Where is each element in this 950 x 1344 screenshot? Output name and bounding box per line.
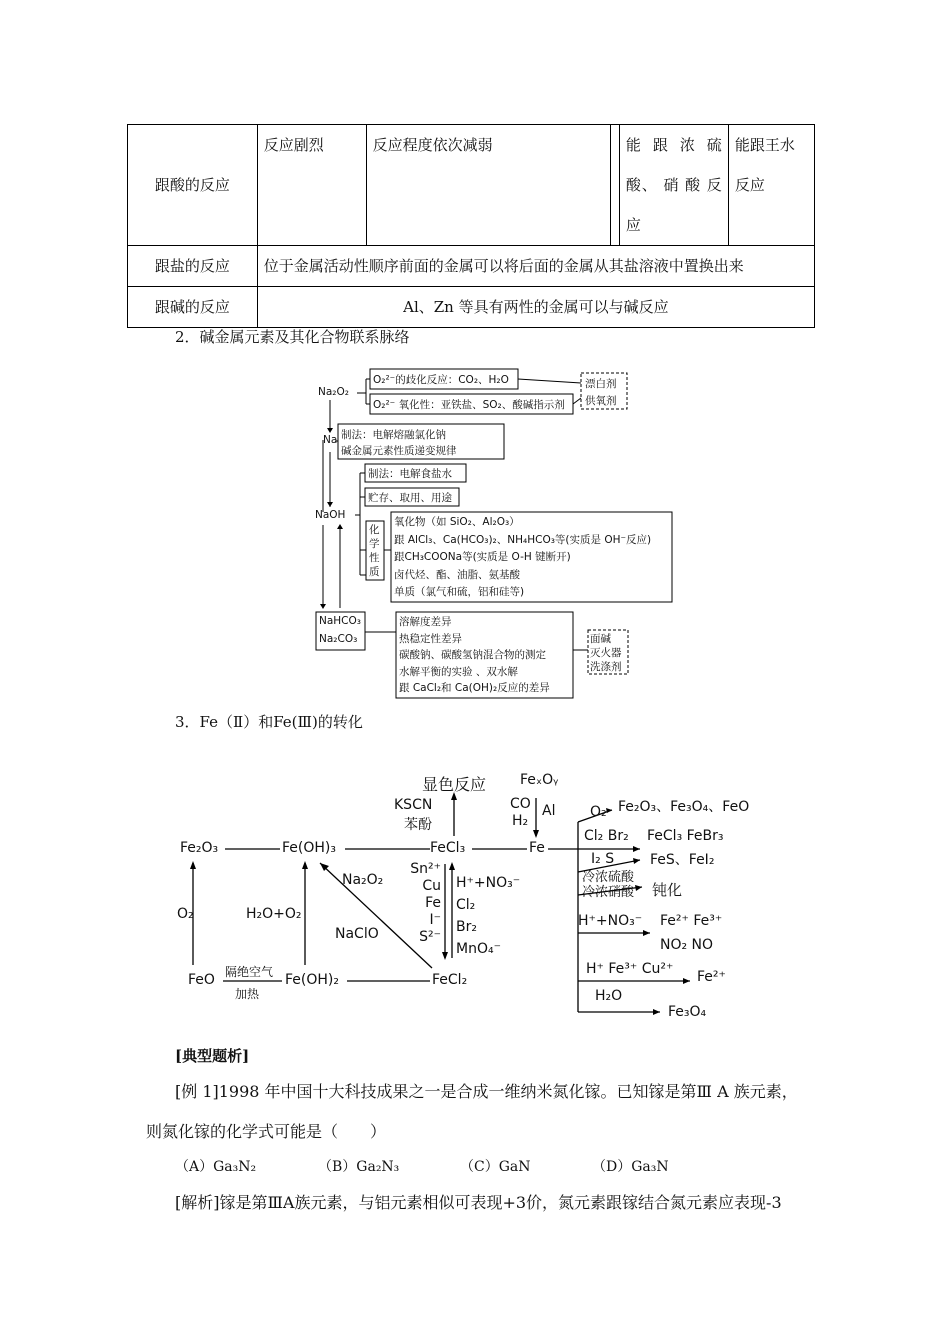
option-c: （C）GaN: [460, 1159, 531, 1175]
label-heat: 加热: [235, 987, 260, 1001]
naoh-storage: 贮存、取用、用途: [368, 492, 452, 504]
node-naoh: NaOH: [315, 509, 346, 521]
row-base-label: 跟碱的反应: [128, 287, 258, 328]
row-acid-c4: 能 跟 浓 硫 酸、 硝 酸 反 应: [619, 125, 728, 246]
label-isolate: 隔绝空气: [225, 965, 274, 979]
answer-line: [解析]镓是第ⅢA族元素，与铝元素相似可表现+3价，氮元素跟镓结合氮元素应表现-3: [175, 1193, 782, 1212]
p-h2o: Fe₃O₄: [668, 1004, 707, 1020]
section3-title: 3．Fe（Ⅱ）和Fe(Ⅲ)的转化: [175, 713, 363, 731]
r-clbr: Cl₂ Br₂: [584, 828, 629, 844]
section2-title: 2．碱金属元素及其化合物联系脉络: [175, 328, 410, 346]
h2: H₂: [512, 813, 529, 829]
p-passivation: 钝化: [652, 881, 683, 899]
al: Al: [542, 803, 556, 819]
p-o2: Fe₂O₃、Fe₃O₄、FeO: [618, 799, 750, 815]
na-trend: 碱金属元素性质递变规律: [341, 445, 457, 457]
naoh-prep: 制法：电解食盐水: [368, 468, 452, 480]
node-fe: Fe: [529, 840, 545, 856]
r-h2o: H₂O: [595, 988, 623, 1004]
row-acid-c5: 能跟王水反应: [728, 125, 814, 246]
question-line-2: 则氮化镓的化学式可能是（ ）: [146, 1122, 387, 1141]
chem-props-label: 化 学 性 质: [369, 524, 380, 578]
carbonate-uses: 面碱 灭火器 洗涤剂: [590, 633, 622, 673]
option-d: （D）Ga₃N: [592, 1159, 669, 1175]
o2-disprop: O₂²⁻的歧化反应：CO₂、H₂O: [373, 374, 509, 386]
row-salt-label: 跟盐的反应: [128, 246, 258, 287]
reducers-list: Sn²⁺ Cu Fe I⁻ S²⁻: [410, 861, 441, 945]
option-b: （B）Ga₂N₃: [318, 1159, 400, 1175]
node-fecl2: FeCl₂: [432, 972, 468, 988]
co: CO: [510, 796, 531, 812]
row-acid-c2: 反应程度依次减弱: [366, 125, 610, 246]
phenol: 苯酚: [404, 817, 432, 833]
p-hno3-ions: Fe²⁺ Fe³⁺: [660, 913, 723, 929]
chem-props-list: 氧化物（如 SiO₂、Al₂O₃） 跟 AlCl₃、Ca(HCO₃)₂、NH₄HCO₃等(实质是 OH⁻反应) 跟CH₃COONa等(实质是 O-H 键断开) 卤代烃、酯、油脂、氨基酸 单质（氯气和硫，铝和硅等): [394, 516, 652, 598]
p-hfe: Fe²⁺: [697, 969, 726, 985]
label-naclo: NaClO: [335, 926, 379, 942]
kscn: KSCN: [394, 797, 433, 813]
row-acid-label: 跟酸的反应: [128, 125, 258, 246]
node-feoh3: Fe(OH)₃: [282, 840, 336, 856]
node-fecl3: FeCl₃: [430, 840, 466, 856]
analysis-heading: [典型题析]: [175, 1047, 250, 1065]
r-cold-acids: 冷浓硫酸 冷浓硝酸: [582, 870, 635, 900]
r-hno3: H⁺+NO₃⁻: [578, 913, 643, 929]
node-na2o2: Na₂O₂: [318, 386, 349, 398]
p-is: FeS、FeI₂: [650, 852, 715, 868]
label-h2o-o2: H₂O+O₂: [246, 906, 302, 922]
use-bleach: 漂白剂: [585, 378, 617, 390]
row-salt-text: 位于金属活动性顺序前面的金属可以将后面的金属从其盐溶液中置换出来: [257, 246, 814, 287]
node-na: Na: [323, 434, 338, 446]
na-prep: 制法：电解熔融氯化钠: [341, 429, 446, 441]
question-line-1: [例 1]1998 年中国十大科技成果之一是合成一维纳米氮化镓。已知镓是第Ⅲ A 族元素，: [175, 1082, 798, 1101]
carbonate-list: 溶解度差异 热稳定性差异 碳酸钠、碳酸氢钠混合物的测定 水解平衡的实验 、双水解 跟 CaCl₂和 Ca(OH)₂反应的差异: [399, 616, 550, 694]
node-feo: FeO: [188, 972, 215, 988]
node-fe2o3: Fe₂O₃: [180, 840, 219, 856]
o2-oxid: O₂²⁻ 氧化性：亚铁盐、SO₂、酸碱指示剂: [373, 399, 565, 411]
color-reaction: 显色反应: [422, 775, 487, 794]
option-a: （A）Ga₃N₂: [175, 1159, 257, 1175]
label-na2o2: Na₂O₂: [342, 872, 384, 888]
fexoy: FeₓOᵧ: [520, 772, 559, 788]
p-hno3-gases: NO₂ NO: [660, 937, 714, 953]
node-na2co3: Na₂CO₃: [319, 633, 358, 645]
node-feoh2: Fe(OH)₂: [285, 972, 339, 988]
label-o2: O₂: [177, 906, 194, 922]
use-oxygen: 供氧剂: [585, 395, 617, 407]
r-o2: O₂: [590, 804, 607, 820]
node-nahco3: NaHCO₃: [319, 615, 361, 627]
r-hfe: H⁺ Fe³⁺ Cu²⁺: [586, 961, 674, 977]
p-clbr: FeCl₃ FeBr₃: [647, 828, 724, 844]
oxidizers-list: H⁺+NO₃⁻ Cl₂ Br₂ MnO₄⁻: [456, 875, 521, 957]
row-base-text: Al、Zn 等具有两性的金属可以与碱反应: [257, 287, 814, 328]
r-is: I₂ S: [591, 851, 615, 867]
row-acid-c1: 反应剧烈: [257, 125, 366, 246]
